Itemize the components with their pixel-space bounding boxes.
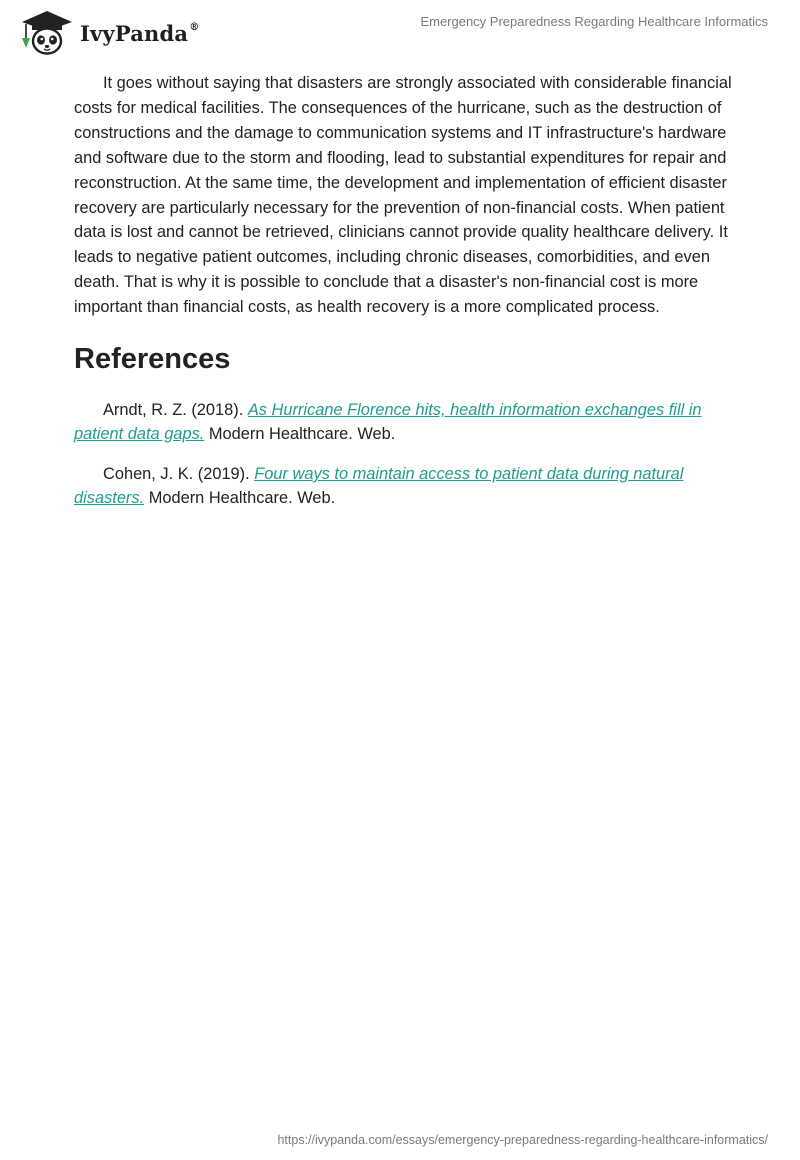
page-header [0, 0, 800, 62]
reference-source: Modern Healthcare. Web. [144, 489, 336, 508]
references-list [74, 398, 734, 510]
reference-link[interactable]: As Hurricane Florence hits, health information exchanges fill in patient data gaps. [74, 401, 702, 444]
logo[interactable] [16, 8, 199, 56]
essay-content [74, 71, 734, 526]
footer-url: https://ivypanda.com/essays/emergency-preparedness-regarding-healthcare-informatics/ [277, 1133, 768, 1147]
reference-author: Arndt, R. Z. (2018). [103, 401, 248, 420]
reference-author: Cohen, J. K. (2019). [103, 465, 255, 484]
references-heading: References [74, 343, 231, 376]
brand-name [80, 21, 199, 46]
reference-source: Modern Healthcare. Web. [204, 425, 396, 444]
registered-mark: ® [189, 21, 200, 33]
body-paragraph: It goes without saying that disasters are strongly associated with considerable financial costs for medical facilities. The consequences of the hurricane, such as the destruction of constructions and the damage to communication systems and IT infrastructure's hardware and software due to the storm and flooding, lead to substantial expenditures for repair and reconstruction. At the same time, the development and implementation of efficient disaster recovery are particularly necessary for the prevention of non-financial costs. When patient data is lost and cannot be retrieved, clinicians cannot provide quality healthcare delivery. It leads to negative patient outcomes, including chronic diseases, comorbidities, and even death. That is why it is possible to conclude that a disaster's non-financial cost is more important than financial costs, as health recovery is a more complicated process. [74, 74, 732, 317]
document-title: Emergency Preparedness Regarding Healthcare Informatics [420, 14, 768, 29]
reference-item [74, 398, 734, 446]
brand-name-text: IvyPanda [80, 20, 189, 46]
reference-link[interactable]: Four ways to maintain access to patient data during natural disasters. [74, 465, 684, 508]
panda-logo-icon [16, 8, 74, 56]
reference-item [74, 462, 734, 510]
